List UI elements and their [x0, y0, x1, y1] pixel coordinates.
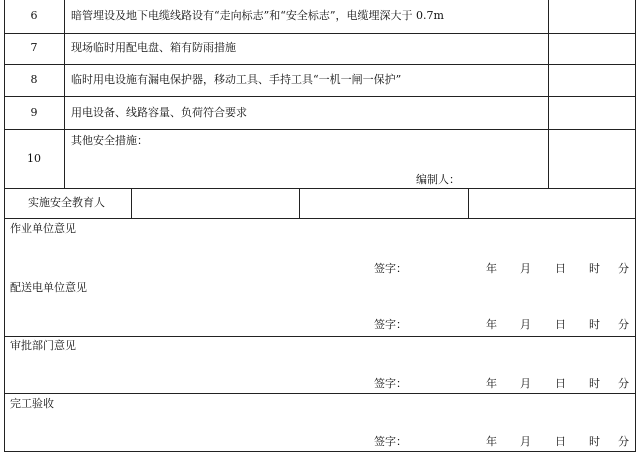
section-title: 完工验收 [10, 397, 54, 410]
row-divider [4, 64, 636, 65]
sign-hour: 时 [589, 377, 600, 390]
number-column-divider [64, 0, 65, 188]
row-divider [4, 129, 636, 130]
sign-year: 年 [486, 318, 497, 331]
sign-day: 日 [555, 318, 566, 331]
sign-label: 签字： [374, 435, 407, 448]
sign-label: 签字： [374, 262, 407, 275]
left-border [4, 0, 5, 452]
item-text: 临时用电设施有漏电保护器，移动工具、手持工具“一机一闸一保护” [71, 73, 402, 86]
section-divider [4, 336, 636, 337]
sign-hour: 时 [589, 262, 600, 275]
check-column-divider [548, 0, 549, 188]
row-divider [4, 96, 636, 97]
section-title: 审批部门意见 [10, 339, 76, 352]
sign-month: 月 [520, 435, 531, 448]
sign-month: 月 [520, 318, 531, 331]
section-divider [4, 393, 636, 394]
item-text: 暗管埋设及地下电缆线路设有“走向标志”和“安全标志”，电缆埋深大于 0.7m [71, 9, 444, 22]
row-divider [4, 33, 636, 34]
sign-month: 月 [520, 377, 531, 390]
item-number: 6 [30, 9, 38, 22]
sign-day: 日 [555, 262, 566, 275]
item-number: 9 [30, 106, 38, 119]
sign-day: 日 [555, 435, 566, 448]
item-number: 8 [30, 73, 38, 86]
editor-label: 编制人： [416, 173, 460, 186]
sign-year: 年 [486, 435, 497, 448]
item-number: 7 [30, 41, 38, 54]
section-title: 作业单位意见 [10, 222, 76, 235]
sign-minute: 分 [618, 377, 629, 390]
item-text: 现场临时用配电盘、箱有防雨措施 [71, 41, 236, 54]
sign-year: 年 [486, 262, 497, 275]
sign-hour: 时 [589, 435, 600, 448]
item-text: 用电设备、线路容量、负荷符合要求 [71, 106, 247, 119]
sign-minute: 分 [618, 435, 629, 448]
row-divider [4, 218, 636, 219]
sign-minute: 分 [618, 318, 629, 331]
row-divider [4, 188, 636, 189]
educator-cell-divider [131, 188, 132, 218]
sign-label: 签字： [374, 318, 407, 331]
educator-cell-divider [468, 188, 469, 218]
educator-label: 实施安全教育人 [28, 196, 105, 209]
sign-day: 日 [555, 377, 566, 390]
sign-label: 签字： [374, 377, 407, 390]
item-number: 10 [27, 152, 41, 165]
sign-hour: 时 [589, 318, 600, 331]
sign-minute: 分 [618, 262, 629, 275]
sign-year: 年 [486, 377, 497, 390]
right-border [635, 0, 636, 452]
section-title: 配送电单位意见 [10, 281, 87, 294]
item-text: 其他安全措施： [71, 134, 148, 147]
educator-cell-divider [299, 188, 300, 218]
sign-month: 月 [520, 262, 531, 275]
bottom-border [4, 451, 636, 452]
